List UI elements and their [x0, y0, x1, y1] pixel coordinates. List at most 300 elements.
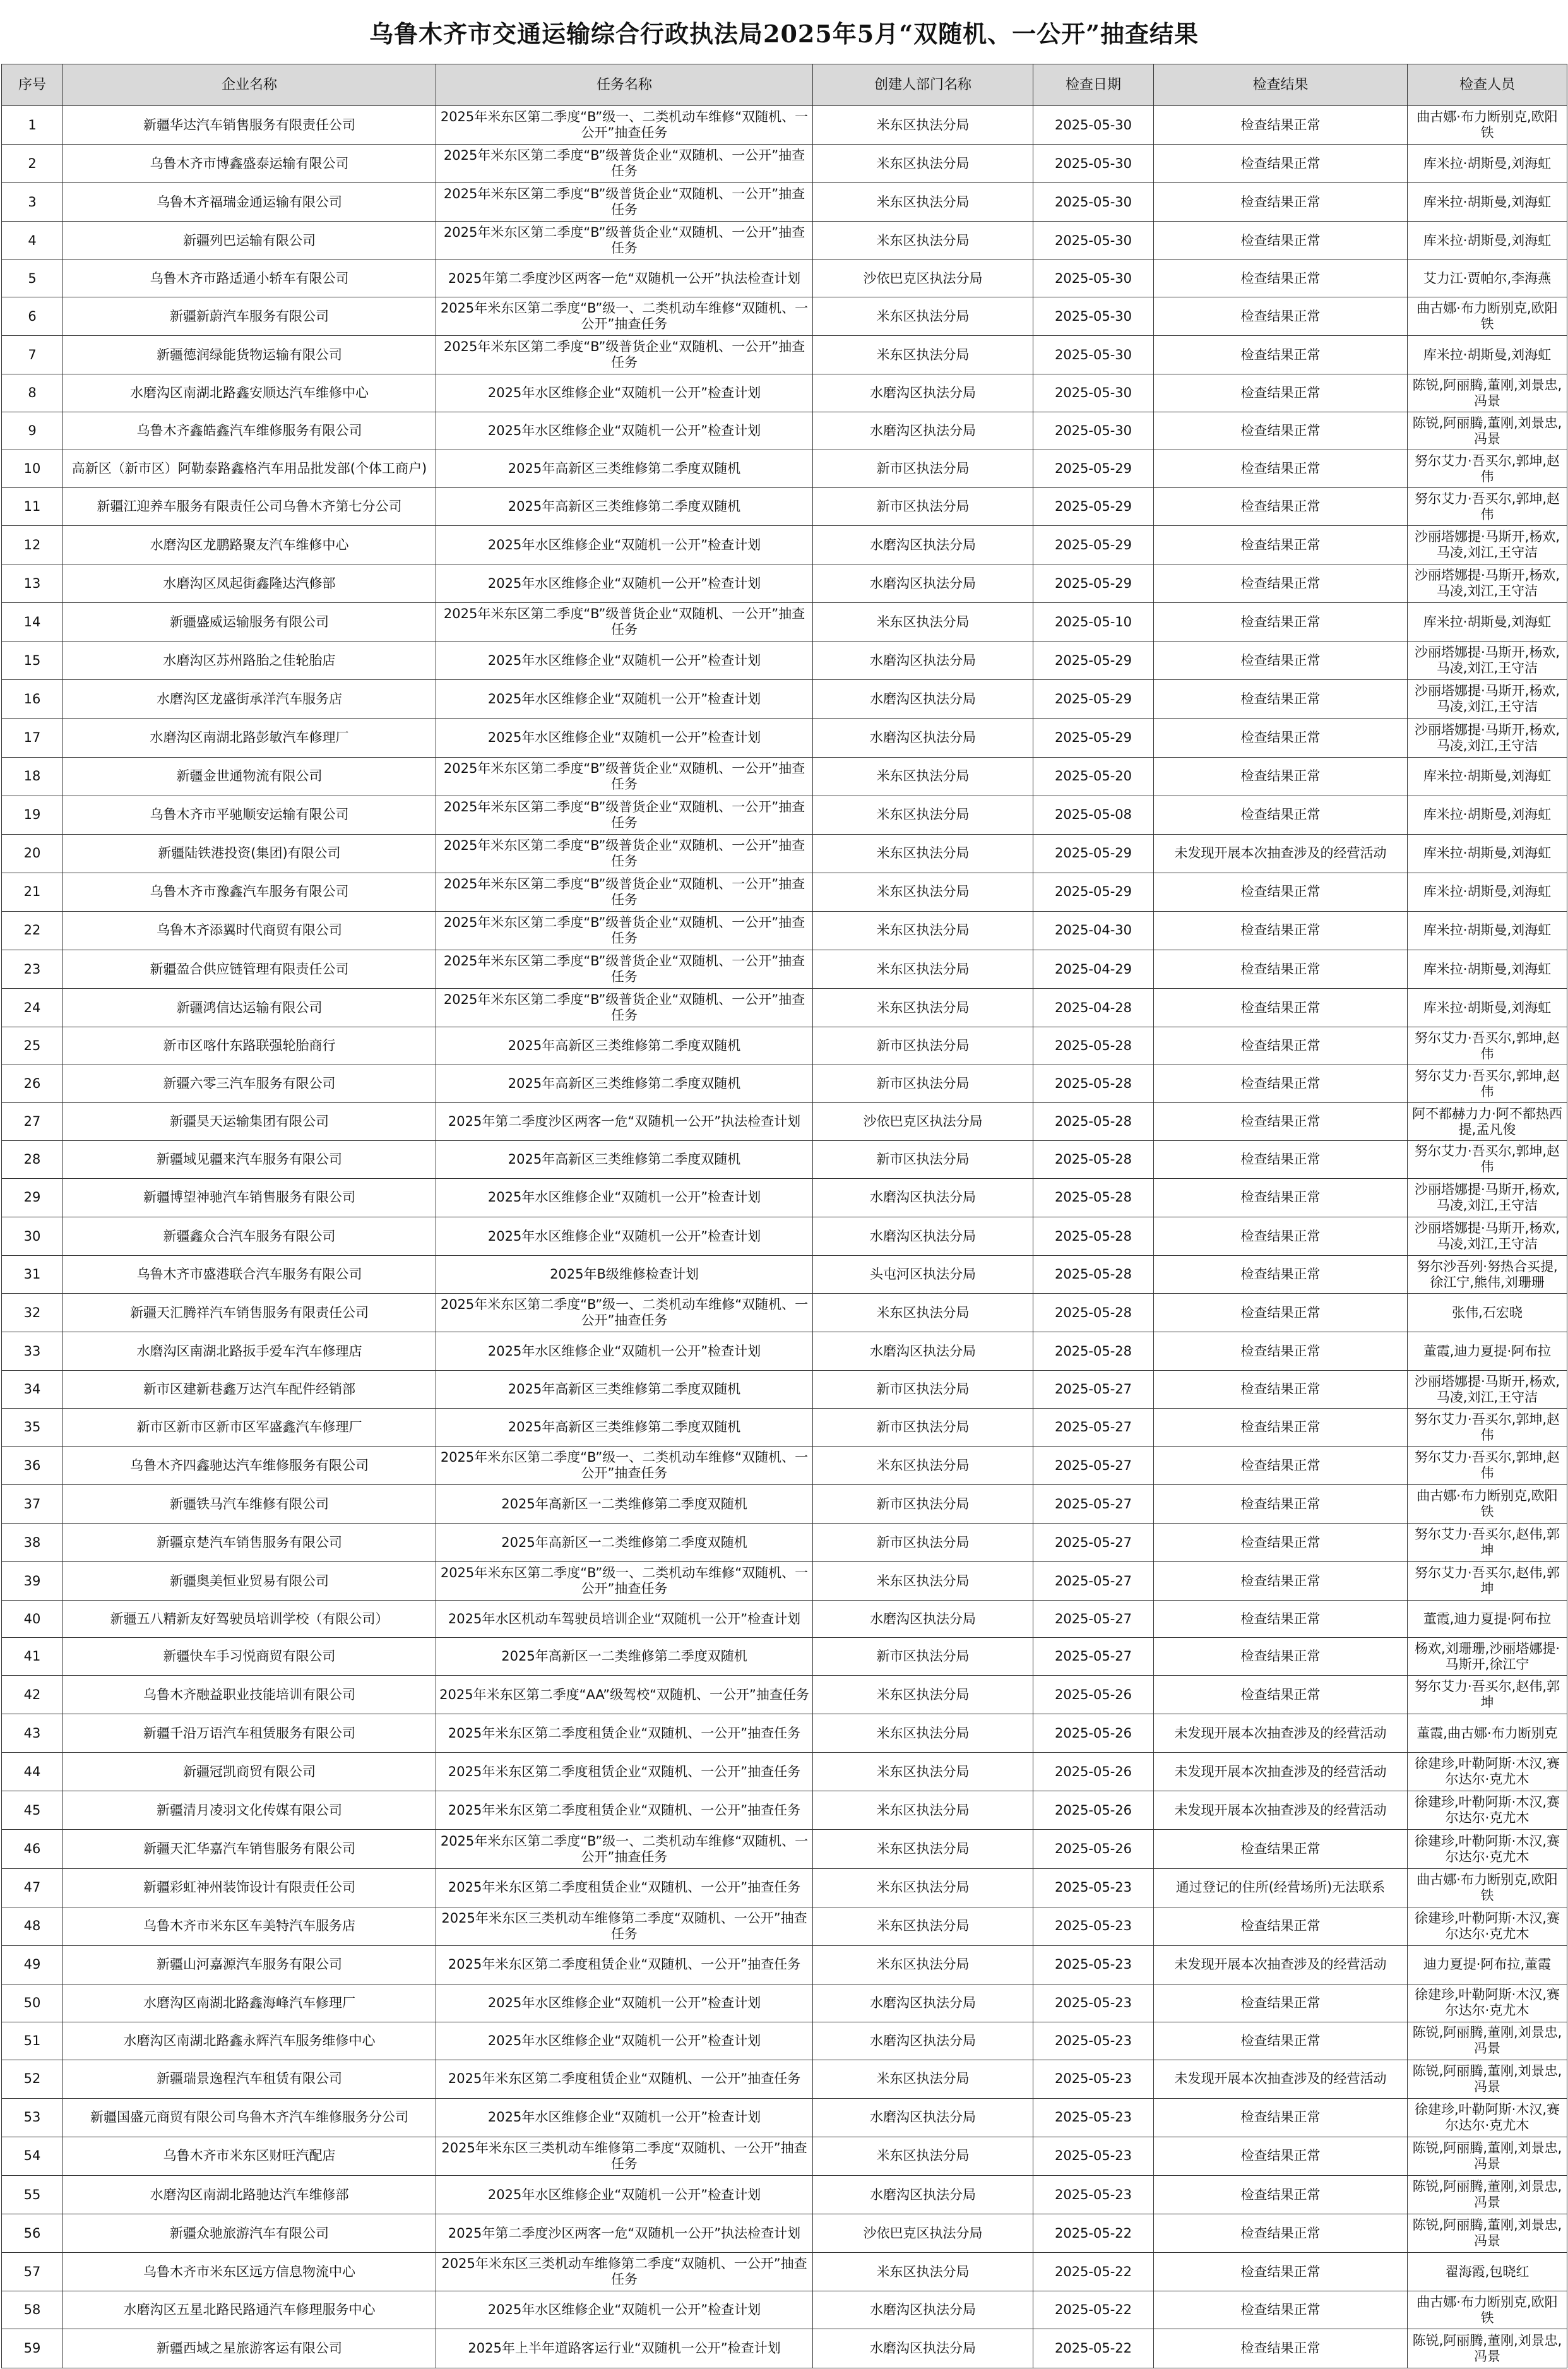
table-row [2, 374, 1567, 412]
company-name: 新疆铁马汽车维修有限公司 [63, 1485, 436, 1524]
check-date: 2025-05-29 [1033, 526, 1154, 564]
task-name: 2025年水区维修企业“双随机一公开”检查计划 [436, 719, 813, 757]
company-name: 新疆众驰旅游汽车有限公司 [63, 2214, 436, 2253]
task-name: 2025年米东区第二季度租赁企业“双随机、一公开”抽查任务 [436, 2060, 813, 2098]
inspectors: 陈锐,阿丽腾,董刚,刘景忠,冯景 [1408, 2329, 1567, 2368]
task-name: 2025年米东区第二季度“B”级普货企业“双随机、一公开”抽查任务 [436, 989, 813, 1027]
company-name: 新疆昊天运输集团有限公司 [63, 1103, 436, 1141]
table-row [2, 1676, 1567, 1714]
table-row [2, 1256, 1567, 1294]
check-date: 2025-05-22 [1033, 2291, 1154, 2329]
task-name: 2025年米东区第二季度租赁企业“双随机、一公开”抽查任务 [436, 1945, 813, 1984]
row-index: 57 [2, 2253, 63, 2291]
table-row [2, 1714, 1567, 1753]
department-name: 新市区执法分局 [813, 1638, 1033, 1676]
department-name: 米东区执法分局 [813, 950, 1033, 989]
inspectors: 曲古娜·布力断别克,欧阳铁 [1408, 1485, 1567, 1524]
company-name: 水磨沟区南湖北路扳手爱车汽车修理店 [63, 1332, 436, 1371]
row-index: 54 [2, 2137, 63, 2175]
company-name: 新疆彩虹神州装饰设计有限责任公司 [63, 1868, 436, 1907]
company-name: 水磨沟区苏州路胎之佳轮胎店 [63, 641, 436, 680]
department-name: 水磨沟区执法分局 [813, 412, 1033, 450]
task-name: 2025年水区维修企业“双随机一公开”检查计划 [436, 1332, 813, 1371]
row-index: 3 [2, 183, 63, 222]
check-result: 检查结果正常 [1154, 526, 1408, 564]
table-row [2, 1524, 1567, 1562]
inspectors: 曲古娜·布力断别克,欧阳铁 [1408, 1868, 1567, 1907]
check-date: 2025-05-30 [1033, 412, 1154, 450]
row-index: 28 [2, 1140, 63, 1178]
inspectors: 努尔艾力·吾买尔,郭坤,赵伟 [1408, 1447, 1567, 1485]
inspectors: 杨欢,刘珊珊,沙丽塔娜提·马斯开,徐江宁 [1408, 1638, 1567, 1676]
company-name: 高新区（新市区）阿勒泰路鑫格汽车用品批发部(个体工商户) [63, 450, 436, 488]
inspectors: 库米拉·胡斯曼,刘海虹 [1408, 834, 1567, 873]
company-name: 水磨沟区南湖北路驰达汽车维修部 [63, 2175, 436, 2214]
check-result: 检查结果正常 [1154, 1065, 1408, 1103]
task-name: 2025年水区机动车驾驶员培训企业“双随机一公开”检查计划 [436, 1601, 813, 1638]
header-company: 企业名称 [63, 64, 436, 106]
company-name: 新市区喀什东路联强轮胎商行 [63, 1027, 436, 1065]
check-result: 检查结果正常 [1154, 336, 1408, 374]
check-date: 2025-05-28 [1033, 1256, 1154, 1294]
row-index: 36 [2, 1447, 63, 1485]
inspectors: 张伟,石宏晓 [1408, 1294, 1567, 1332]
task-name: 2025年高新区三类维修第二季度双随机 [436, 1027, 813, 1065]
check-date: 2025-05-20 [1033, 757, 1154, 796]
check-result: 检查结果正常 [1154, 641, 1408, 680]
department-name: 新市区执法分局 [813, 450, 1033, 488]
table-row [2, 641, 1567, 680]
check-date: 2025-05-22 [1033, 2329, 1154, 2368]
table-row [2, 1140, 1567, 1178]
task-name: 2025年米东区第二季度“B”级一、二类机动车维修“双随机、一公开”抽查任务 [436, 1294, 813, 1332]
company-name: 新疆清月凌羽文化传媒有限公司 [63, 1791, 436, 1830]
row-index: 38 [2, 1524, 63, 1562]
check-result: 检查结果正常 [1154, 2137, 1408, 2175]
check-date: 2025-04-29 [1033, 950, 1154, 989]
inspectors: 库米拉·胡斯曼,刘海虹 [1408, 222, 1567, 260]
company-name: 新疆瑞景逸程汽车租赁有限公司 [63, 2060, 436, 2098]
company-name: 新疆奥美恒业贸易有限公司 [63, 1562, 436, 1601]
inspectors: 陈锐,阿丽腾,董刚,刘景忠,冯景 [1408, 2175, 1567, 2214]
table-row [2, 183, 1567, 222]
company-name: 乌鲁木齐市路适通小轿车有限公司 [63, 260, 436, 297]
inspectors: 董霞,曲古娜·布力断别克 [1408, 1714, 1567, 1753]
table-row [2, 757, 1567, 796]
company-name: 乌鲁木齐市博鑫盛泰运输有限公司 [63, 145, 436, 183]
row-index: 34 [2, 1371, 63, 1409]
table-row [2, 2137, 1567, 2175]
task-name: 2025年米东区三类机动车维修第二季度“双随机、一公开”抽查任务 [436, 1907, 813, 1945]
check-result: 检查结果正常 [1154, 260, 1408, 297]
check-date: 2025-05-26 [1033, 1753, 1154, 1791]
inspectors: 库米拉·胡斯曼,刘海虹 [1408, 796, 1567, 834]
inspectors: 沙丽塔娜提·马斯开,杨欢,马凌,刘江,王守洁 [1408, 1217, 1567, 1256]
inspectors: 徐建珍,叶勒阿斯·木汉,赛尔达尔·克尤木 [1408, 1830, 1567, 1868]
check-result: 检查结果正常 [1154, 2098, 1408, 2137]
department-name: 水磨沟区执法分局 [813, 564, 1033, 603]
company-name: 乌鲁木齐福瑞金通运输有限公司 [63, 183, 436, 222]
department-name: 水磨沟区执法分局 [813, 2098, 1033, 2137]
inspectors: 徐建珍,叶勒阿斯·木汉,赛尔达尔·克尤木 [1408, 1907, 1567, 1945]
page-title: 乌鲁木齐市交通运输综合行政执法局2025年5月“双随机、一公开”抽查结果 [369, 19, 1199, 48]
row-index: 33 [2, 1332, 63, 1371]
table-row [2, 2214, 1567, 2253]
row-index: 39 [2, 1562, 63, 1601]
check-result: 未发现开展本次抽查涉及的经营活动 [1154, 1753, 1408, 1791]
inspectors: 陈锐,阿丽腾,董刚,刘景忠,冯景 [1408, 412, 1567, 450]
department-name: 米东区执法分局 [813, 2060, 1033, 2098]
row-index: 12 [2, 526, 63, 564]
inspectors: 沙丽塔娜提·马斯开,杨欢,马凌,刘江,王守洁 [1408, 1178, 1567, 1217]
department-name: 新市区执法分局 [813, 1409, 1033, 1447]
header-task: 任务名称 [436, 64, 813, 106]
check-result: 检查结果正常 [1154, 2253, 1408, 2291]
table-row [2, 1027, 1567, 1065]
department-name: 米东区执法分局 [813, 989, 1033, 1027]
department-name: 水磨沟区执法分局 [813, 1217, 1033, 1256]
task-name: 2025年第二季度沙区两客一危“双随机一公开”执法检查计划 [436, 1103, 813, 1141]
table-row [2, 1178, 1567, 1217]
department-name: 水磨沟区执法分局 [813, 1332, 1033, 1371]
check-date: 2025-05-27 [1033, 1409, 1154, 1447]
table-body [2, 106, 1567, 2368]
row-index: 7 [2, 336, 63, 374]
department-name: 米东区执法分局 [813, 1830, 1033, 1868]
company-name: 新疆天汇腾祥汽车销售服务有限责任公司 [63, 1294, 436, 1332]
inspectors: 沙丽塔娜提·马斯开,杨欢,马凌,刘江,王守洁 [1408, 641, 1567, 680]
row-index: 6 [2, 297, 63, 336]
table-row [2, 1601, 1567, 1638]
department-name: 米东区执法分局 [813, 1447, 1033, 1485]
check-result: 检查结果正常 [1154, 1409, 1408, 1447]
row-index: 25 [2, 1027, 63, 1065]
check-date: 2025-05-23 [1033, 1907, 1154, 1945]
inspectors: 沙丽塔娜提·马斯开,杨欢,马凌,刘江,王守洁 [1408, 1371, 1567, 1409]
row-index: 32 [2, 1294, 63, 1332]
row-index: 9 [2, 412, 63, 450]
department-name: 米东区执法分局 [813, 1907, 1033, 1945]
inspectors: 陈锐,阿丽腾,董刚,刘景忠,冯景 [1408, 374, 1567, 412]
company-name: 新疆天汇华嘉汽车销售服务有限公司 [63, 1830, 436, 1868]
check-date: 2025-05-29 [1033, 488, 1154, 526]
check-date: 2025-04-28 [1033, 989, 1154, 1027]
company-name: 新疆西域之星旅游客运有限公司 [63, 2329, 436, 2368]
company-name: 新疆新蔚汽车服务有限公司 [63, 297, 436, 336]
table-header [2, 64, 1567, 106]
task-name: 2025年高新区三类维修第二季度双随机 [436, 1140, 813, 1178]
task-name: 2025年水区维修企业“双随机一公开”检查计划 [436, 1984, 813, 2022]
department-name: 水磨沟区执法分局 [813, 1984, 1033, 2022]
company-name: 乌鲁木齐市平驰顺安运输有限公司 [63, 796, 436, 834]
inspectors: 徐建珍,叶勒阿斯·木汉,赛尔达尔·克尤木 [1408, 1753, 1567, 1791]
check-result: 检查结果正常 [1154, 564, 1408, 603]
check-result: 未发现开展本次抽查涉及的经营活动 [1154, 2060, 1408, 2098]
table-row [2, 2098, 1567, 2137]
row-index: 5 [2, 260, 63, 297]
company-name: 乌鲁木齐市米东区财旺汽配店 [63, 2137, 436, 2175]
table-row [2, 1984, 1567, 2022]
company-name: 水磨沟区南湖北路鑫海峰汽车修理厂 [63, 1984, 436, 2022]
table-row [2, 603, 1567, 641]
check-result: 未发现开展本次抽查涉及的经营活动 [1154, 1714, 1408, 1753]
check-date: 2025-05-26 [1033, 1830, 1154, 1868]
inspectors: 库米拉·胡斯曼,刘海虹 [1408, 873, 1567, 911]
task-name: 2025年米东区第二季度“B”级普货企业“双随机、一公开”抽查任务 [436, 911, 813, 950]
task-name: 2025年米东区第二季度“B”级一、二类机动车维修“双随机、一公开”抽查任务 [436, 1447, 813, 1485]
check-result: 检查结果正常 [1154, 1178, 1408, 1217]
check-result: 未发现开展本次抽查涉及的经营活动 [1154, 834, 1408, 873]
inspectors: 努尔艾力·吾买尔,赵伟,郭坤 [1408, 1676, 1567, 1714]
department-name: 米东区执法分局 [813, 1791, 1033, 1830]
task-name: 2025年米东区第二季度租赁企业“双随机、一公开”抽查任务 [436, 1753, 813, 1791]
check-result: 未发现开展本次抽查涉及的经营活动 [1154, 1791, 1408, 1830]
check-date: 2025-05-27 [1033, 1447, 1154, 1485]
row-index: 19 [2, 796, 63, 834]
check-date: 2025-05-23 [1033, 2098, 1154, 2137]
check-result: 检查结果正常 [1154, 1140, 1408, 1178]
task-name: 2025年水区维修企业“双随机一公开”检查计划 [436, 564, 813, 603]
table-row [2, 1830, 1567, 1868]
task-name: 2025年米东区第二季度“B”级普货企业“双随机、一公开”抽查任务 [436, 183, 813, 222]
company-name: 新疆金世通物流有限公司 [63, 757, 436, 796]
check-date: 2025-05-22 [1033, 2253, 1154, 2291]
check-result: 检查结果正常 [1154, 1371, 1408, 1409]
task-name: 2025年高新区三类维修第二季度双随机 [436, 1371, 813, 1409]
table-row [2, 2329, 1567, 2368]
check-date: 2025-05-29 [1033, 834, 1154, 873]
table-row [2, 1294, 1567, 1332]
department-name: 米东区执法分局 [813, 336, 1033, 374]
check-result: 检查结果正常 [1154, 2175, 1408, 2214]
row-index: 23 [2, 950, 63, 989]
department-name: 水磨沟区执法分局 [813, 1601, 1033, 1638]
check-date: 2025-05-28 [1033, 1294, 1154, 1332]
company-name: 乌鲁木齐市豫鑫汽车服务有限公司 [63, 873, 436, 911]
row-index: 43 [2, 1714, 63, 1753]
task-name: 2025年水区维修企业“双随机一公开”检查计划 [436, 1178, 813, 1217]
inspectors: 徐建珍,叶勒阿斯·木汉,赛尔达尔·克尤木 [1408, 1984, 1567, 2022]
company-name: 水磨沟区南湖北路鑫安顺达汽车维修中心 [63, 374, 436, 412]
company-name: 乌鲁木齐市米东区远方信息物流中心 [63, 2253, 436, 2291]
task-name: 2025年米东区第二季度“B”级普货企业“双随机、一公开”抽查任务 [436, 873, 813, 911]
header-row [2, 64, 1567, 106]
task-name: 2025年水区维修企业“双随机一公开”检查计划 [436, 412, 813, 450]
check-result: 检查结果正常 [1154, 183, 1408, 222]
row-index: 31 [2, 1256, 63, 1294]
department-name: 米东区执法分局 [813, 1753, 1033, 1791]
task-name: 2025年高新区一二类维修第二季度双随机 [436, 1524, 813, 1562]
row-index: 50 [2, 1984, 63, 2022]
company-name: 新疆快车手习悦商贸有限公司 [63, 1638, 436, 1676]
inspectors: 沙丽塔娜提·马斯开,杨欢,马凌,刘江,王守洁 [1408, 564, 1567, 603]
check-date: 2025-05-30 [1033, 222, 1154, 260]
company-name: 新疆华达汽车销售服务有限责任公司 [63, 106, 436, 145]
check-date: 2025-05-30 [1033, 374, 1154, 412]
table-row [2, 1907, 1567, 1945]
task-name: 2025年米东区第二季度“B”级普货企业“双随机、一公开”抽查任务 [436, 603, 813, 641]
row-index: 24 [2, 989, 63, 1027]
check-date: 2025-05-30 [1033, 145, 1154, 183]
table-row [2, 260, 1567, 297]
inspectors: 曲古娜·布力断别克,欧阳铁 [1408, 106, 1567, 145]
table-row [2, 488, 1567, 526]
check-date: 2025-05-29 [1033, 641, 1154, 680]
department-name: 米东区执法分局 [813, 145, 1033, 183]
company-name: 新疆山河嘉源汽车服务有限公司 [63, 1945, 436, 1984]
inspectors: 沙丽塔娜提·马斯开,杨欢,马凌,刘江,王守洁 [1408, 719, 1567, 757]
check-result: 检查结果正常 [1154, 1485, 1408, 1524]
check-result: 检查结果正常 [1154, 1907, 1408, 1945]
check-date: 2025-05-26 [1033, 1676, 1154, 1714]
check-date: 2025-05-30 [1033, 183, 1154, 222]
table-row [2, 834, 1567, 873]
header-inspectors: 检查人员 [1408, 64, 1567, 106]
row-index: 47 [2, 1868, 63, 1907]
row-index: 26 [2, 1065, 63, 1103]
inspectors: 库米拉·胡斯曼,刘海虹 [1408, 145, 1567, 183]
task-name: 2025年水区维修企业“双随机一公开”检查计划 [436, 2098, 813, 2137]
company-name: 新疆六零三汽车服务有限公司 [63, 1065, 436, 1103]
department-name: 米东区执法分局 [813, 1294, 1033, 1332]
inspectors: 努尔艾力·吾买尔,郭坤,赵伟 [1408, 450, 1567, 488]
row-index: 44 [2, 1753, 63, 1791]
department-name: 米东区执法分局 [813, 757, 1033, 796]
row-index: 37 [2, 1485, 63, 1524]
task-name: 2025年米东区第二季度“B”级普货企业“双随机、一公开”抽查任务 [436, 145, 813, 183]
check-result: 检查结果正常 [1154, 1984, 1408, 2022]
row-index: 10 [2, 450, 63, 488]
table-row [2, 2253, 1567, 2291]
task-name: 2025年高新区三类维修第二季度双随机 [436, 488, 813, 526]
company-name: 乌鲁木齐融益职业技能培训有限公司 [63, 1676, 436, 1714]
check-result: 检查结果正常 [1154, 719, 1408, 757]
check-date: 2025-05-29 [1033, 564, 1154, 603]
check-date: 2025-05-27 [1033, 1485, 1154, 1524]
check-result: 检查结果正常 [1154, 1332, 1408, 1371]
check-result: 检查结果正常 [1154, 680, 1408, 719]
department-name: 沙依巴克区执法分局 [813, 260, 1033, 297]
task-name: 2025年高新区三类维修第二季度双随机 [436, 1409, 813, 1447]
department-name: 米东区执法分局 [813, 222, 1033, 260]
check-result: 检查结果正常 [1154, 2022, 1408, 2060]
company-name: 水磨沟区南湖北路彭敏汽车修理厂 [63, 719, 436, 757]
task-name: 2025年米东区第二季度“AA”级驾校“双随机、一公开”抽查任务 [436, 1676, 813, 1714]
table-row [2, 222, 1567, 260]
inspectors: 库米拉·胡斯曼,刘海虹 [1408, 989, 1567, 1027]
inspectors: 库米拉·胡斯曼,刘海虹 [1408, 757, 1567, 796]
table-row [2, 1371, 1567, 1409]
department-name: 水磨沟区执法分局 [813, 526, 1033, 564]
row-index: 16 [2, 680, 63, 719]
header-date: 检查日期 [1033, 64, 1154, 106]
department-name: 沙依巴克区执法分局 [813, 1103, 1033, 1141]
row-index: 20 [2, 834, 63, 873]
check-result: 检查结果正常 [1154, 488, 1408, 526]
check-date: 2025-05-28 [1033, 1217, 1154, 1256]
check-result: 检查结果正常 [1154, 297, 1408, 336]
row-index: 42 [2, 1676, 63, 1714]
task-name: 2025年水区维修企业“双随机一公开”检查计划 [436, 2022, 813, 2060]
check-result: 检查结果正常 [1154, 106, 1408, 145]
company-name: 乌鲁木齐添翼时代商贸有限公司 [63, 911, 436, 950]
department-name: 水磨沟区执法分局 [813, 2175, 1033, 2214]
task-name: 2025年第二季度沙区两客一危“双随机一公开”执法检查计划 [436, 2214, 813, 2253]
task-name: 2025年米东区第二季度租赁企业“双随机、一公开”抽查任务 [436, 1714, 813, 1753]
department-name: 米东区执法分局 [813, 1562, 1033, 1601]
row-index: 22 [2, 911, 63, 950]
check-date: 2025-05-23 [1033, 2137, 1154, 2175]
check-date: 2025-05-28 [1033, 1178, 1154, 1217]
inspectors: 努尔艾力·吾买尔,郭坤,赵伟 [1408, 1409, 1567, 1447]
table-row [2, 2060, 1567, 2098]
task-name: 2025年B级维修检查计划 [436, 1256, 813, 1294]
company-name: 新疆德润绿能货物运输有限公司 [63, 336, 436, 374]
company-name: 水磨沟区龙盛街承洋汽车服务店 [63, 680, 436, 719]
row-index: 56 [2, 2214, 63, 2253]
company-name: 新疆列巴运输有限公司 [63, 222, 436, 260]
company-name: 乌鲁木齐四鑫驰达汽车维修服务有限公司 [63, 1447, 436, 1485]
department-name: 新市区执法分局 [813, 1371, 1033, 1409]
table-row [2, 1447, 1567, 1485]
row-index: 52 [2, 2060, 63, 2098]
row-index: 11 [2, 488, 63, 526]
department-name: 米东区执法分局 [813, 834, 1033, 873]
task-name: 2025年水区维修企业“双随机一公开”检查计划 [436, 680, 813, 719]
table-row [2, 1065, 1567, 1103]
row-index: 48 [2, 1907, 63, 1945]
row-index: 8 [2, 374, 63, 412]
inspectors: 曲古娜·布力断别克,欧阳铁 [1408, 2291, 1567, 2329]
row-index: 29 [2, 1178, 63, 1217]
company-name: 水磨沟区凤起街鑫隆达汽修部 [63, 564, 436, 603]
table-row [2, 412, 1567, 450]
check-result: 检查结果正常 [1154, 757, 1408, 796]
company-name: 水磨沟区南湖北路鑫永辉汽车服务维修中心 [63, 2022, 436, 2060]
check-date: 2025-05-23 [1033, 2175, 1154, 2214]
inspectors: 库米拉·胡斯曼,刘海虹 [1408, 336, 1567, 374]
company-name: 乌鲁木齐鑫皓鑫汽车维修服务有限公司 [63, 412, 436, 450]
check-date: 2025-05-28 [1033, 1332, 1154, 1371]
department-name: 米东区执法分局 [813, 1676, 1033, 1714]
table-row [2, 719, 1567, 757]
header-department: 创建人部门名称 [813, 64, 1033, 106]
inspectors: 董霞,迪力夏提·阿布拉 [1408, 1332, 1567, 1371]
row-index: 18 [2, 757, 63, 796]
check-date: 2025-05-28 [1033, 1065, 1154, 1103]
department-name: 米东区执法分局 [813, 911, 1033, 950]
check-result: 检查结果正常 [1154, 1830, 1408, 1868]
task-name: 2025年米东区第二季度“B”级普货企业“双随机、一公开”抽查任务 [436, 950, 813, 989]
inspectors: 沙丽塔娜提·马斯开,杨欢,马凌,刘江,王守洁 [1408, 526, 1567, 564]
row-index: 2 [2, 145, 63, 183]
inspectors: 陈锐,阿丽腾,董刚,刘景忠,冯景 [1408, 2060, 1567, 2098]
company-name: 新疆盛威运输服务有限公司 [63, 603, 436, 641]
task-name: 2025年高新区三类维修第二季度双随机 [436, 1065, 813, 1103]
task-name: 2025年米东区第二季度“B”级普货企业“双随机、一公开”抽查任务 [436, 757, 813, 796]
row-index: 15 [2, 641, 63, 680]
table-row [2, 1945, 1567, 1984]
row-index: 53 [2, 2098, 63, 2137]
check-result: 检查结果正常 [1154, 2214, 1408, 2253]
check-date: 2025-05-23 [1033, 1868, 1154, 1907]
inspectors: 翟海霞,包晓红 [1408, 2253, 1567, 2291]
inspectors: 努尔艾力·吾买尔,郭坤,赵伟 [1408, 1027, 1567, 1065]
check-date: 2025-05-27 [1033, 1371, 1154, 1409]
table-row [2, 796, 1567, 834]
check-date: 2025-05-23 [1033, 2022, 1154, 2060]
inspectors: 努尔艾力·吾买尔,赵伟,郭坤 [1408, 1562, 1567, 1601]
